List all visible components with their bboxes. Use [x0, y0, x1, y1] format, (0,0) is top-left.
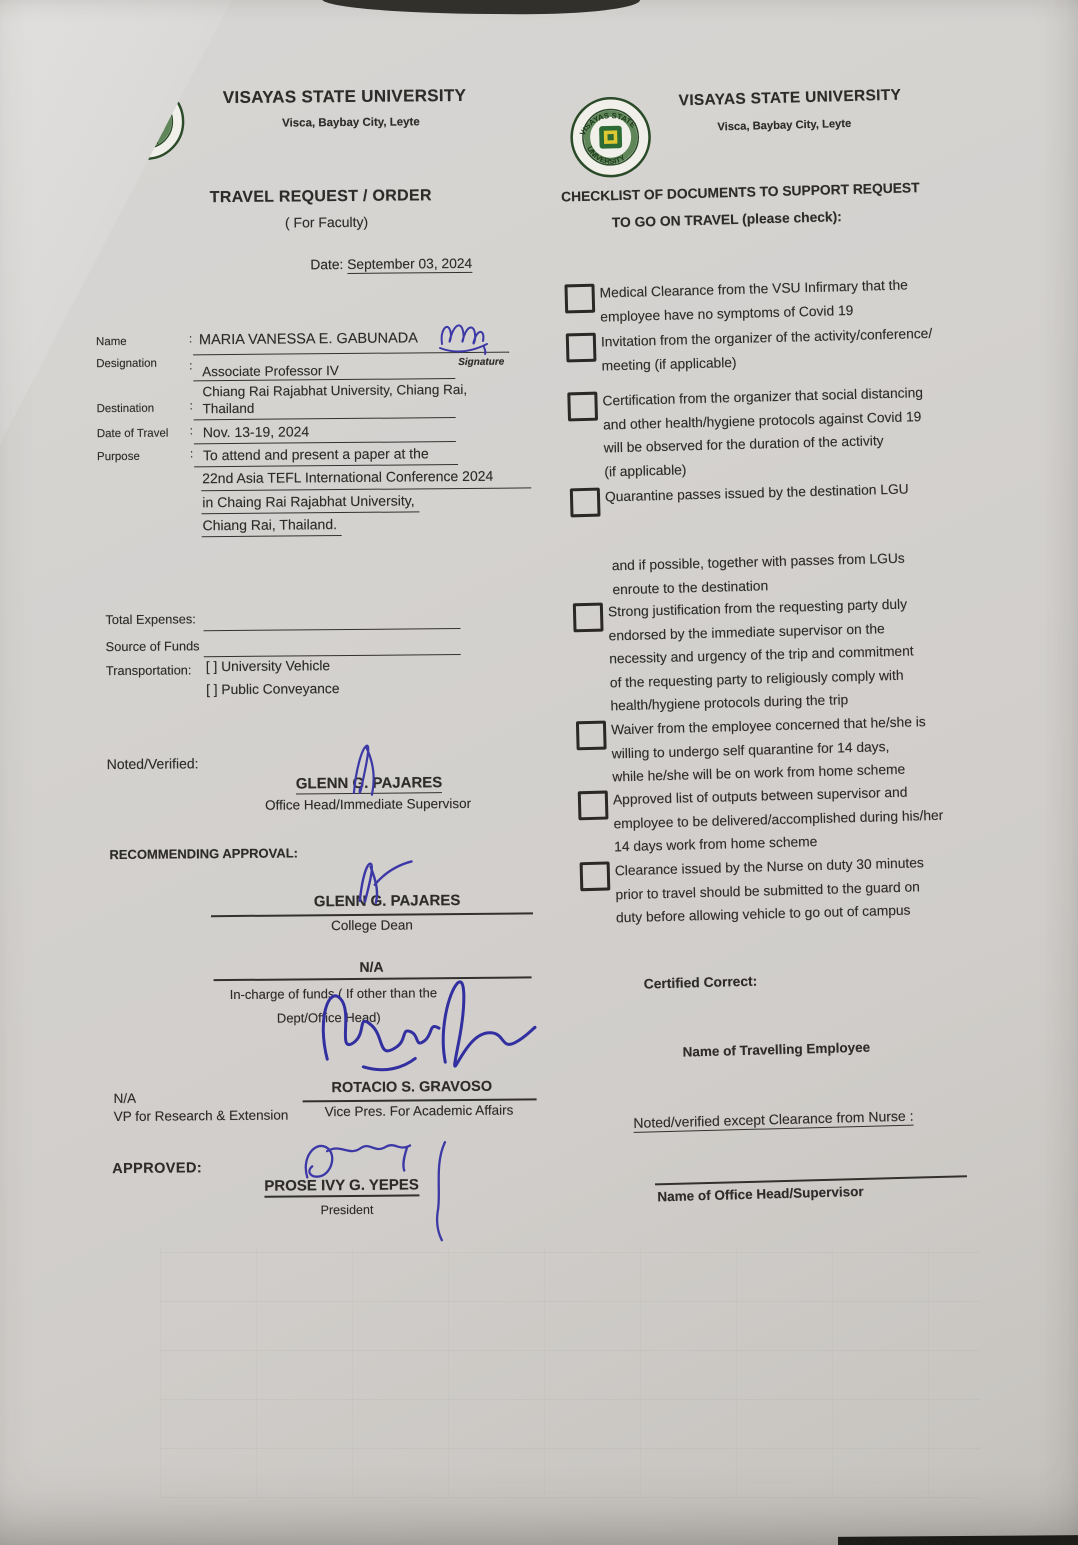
funds-incharge-na: N/A [359, 958, 384, 975]
noted-verified-label: Noted/Verified: [106, 755, 199, 773]
vp-academic-name: ROTACIO S. GRAVOSO [331, 1078, 493, 1097]
university-address: Visca, Baybay City, Leyte [717, 117, 852, 134]
transport-option-public-conveyance: [ ] Public Conveyance [205, 681, 340, 698]
checklist-line: meeting (if applicable) [601, 354, 737, 374]
checklist-line: Certification from the organizer that social distancing [602, 385, 924, 409]
destination-label: Destination [96, 402, 155, 416]
noted-name: GLENN G. PAJARES [295, 774, 443, 793]
approved-label: APPROVED: [112, 1160, 203, 1178]
transportation-label: Transportation: [105, 662, 192, 679]
destination-value-line1: Chiang Rai Rajabhat University, Chiang Rai, [202, 381, 468, 400]
signature-employee [435, 316, 497, 358]
underline [194, 441, 456, 444]
travel-date-label: Date of Travel [96, 427, 169, 441]
purpose-line1: To attend and present a paper at the [202, 445, 429, 464]
checklist-line: and other health/hygiene protocols against Covid 19 [602, 408, 922, 433]
travel-date-value: Nov. 13-19, 2024 [202, 423, 310, 441]
vp-research-na: N/A [113, 1090, 137, 1107]
signature-label: Signature [458, 356, 505, 369]
underline [194, 417, 456, 420]
checkbox [567, 392, 598, 422]
checkbox [578, 790, 609, 820]
checklist-line: necessity and urgency of the trip and commitment [609, 643, 914, 667]
transport-option-university-vehicle: [ ] University Vehicle [205, 658, 331, 675]
recommending-approval-label: RECOMMENDING APPROVAL: [109, 845, 299, 863]
checklist-line: Invitation from the organizer of the activity/conference/ [600, 325, 933, 350]
name-value: MARIA VANESSA E. GABUNADA [198, 330, 418, 349]
checkbox [566, 333, 597, 363]
purpose-line4: Chiang Rai, Thailand. [202, 516, 338, 534]
recommending-name: GLENN G. PAJARES [313, 892, 461, 911]
checklist-line: prior to travel should be submitted to the guard on [615, 878, 921, 902]
office-head-label: Name of Office Head/Supervisor [657, 1183, 864, 1205]
colon: : [189, 400, 193, 413]
checklist-line: employee to be delivered/accomplished during his/her [613, 807, 944, 831]
checklist-line: of the requesting party to religiously comply with [609, 667, 904, 691]
underline [204, 628, 461, 631]
underline [204, 654, 461, 657]
purpose-line2: 22nd Asia TEFL International Conference 2024 [202, 467, 494, 487]
form-subtitle: ( For Faculty) [284, 213, 369, 231]
total-expenses-label: Total Expenses: [105, 611, 196, 628]
date-value: September 03, 2024 [347, 255, 473, 272]
university-address: Visca, Baybay City, Leyte [282, 116, 420, 130]
checkbox [573, 603, 604, 633]
noted-except-nurse-label: Noted/verified except Clearance from Nurse : [633, 1107, 914, 1131]
checklist-line: health/hygiene protocols during the trip [610, 692, 849, 714]
bleed-through-grid [160, 1248, 980, 1498]
checklist-line: Medical Clearance from the VSU Infirmary that the [599, 277, 909, 301]
date-row [310, 256, 472, 272]
checkbox [576, 721, 607, 751]
certified-correct-label: Certified Correct: [643, 973, 758, 992]
checklist-line: Clearance issued by the Nurse on duty 30 minutes [614, 855, 924, 879]
signature-vp-academic [304, 969, 540, 1083]
funds-incharge-caption-line2: Dept/Office Head) [276, 1009, 381, 1026]
checklist-line: Waiver from the employee concerned that he/she is [610, 714, 926, 738]
checkbox [564, 284, 595, 314]
underline [211, 912, 533, 917]
funds-incharge-caption-line1: In-charge of funds ( If other than the [229, 985, 438, 1003]
seal-top-text: VISAYAS STATE [577, 111, 638, 137]
underline [655, 1175, 967, 1185]
president-name: PROSE IVY G. YEPES [264, 1176, 419, 1197]
designation-value: Associate Professor IV [202, 363, 339, 380]
name-label: Name [95, 335, 127, 349]
university-name: VISAYAS STATE UNIVERSITY [678, 86, 902, 110]
travelling-employee-label: Name of Travelling Employee [682, 1039, 871, 1060]
checklist-line: 14 days work from home scheme [614, 834, 818, 855]
checklist-line: Approved list of outputs between supervisor and [612, 784, 908, 808]
scanner-background-edge [838, 1535, 1078, 1545]
vp-academic-title: Vice Pres. For Academic Affairs [324, 1102, 514, 1120]
date-label: Date: [310, 257, 344, 273]
checklist-line: duty before allowing vehicle to go out of campus [615, 902, 911, 926]
underline [194, 464, 458, 467]
checklist-line: employee have no symptoms of Covid 19 [600, 302, 854, 325]
president-title: President [320, 1202, 374, 1218]
checklist-line: while he/she will be on work from home scheme [612, 761, 906, 785]
colon: : [188, 333, 193, 346]
colon: : [189, 360, 193, 373]
checklist-line: and if possible, together with passes from LGUs [611, 550, 905, 574]
university-name: VISAYAS STATE UNIVERSITY [222, 85, 467, 108]
signature-recommending [337, 854, 415, 907]
checklist-line: will be observed for the duration of the activity [603, 433, 884, 456]
form-title: TRAVEL REQUEST / ORDER [209, 187, 432, 207]
checkbox [570, 488, 601, 518]
checkbox [580, 861, 611, 891]
checklist-title-line1: CHECKLIST OF DOCUMENTS TO SUPPORT REQUEST [560, 180, 920, 205]
checklist-line: enroute to the destination [612, 577, 769, 597]
designation-label: Designation [96, 357, 157, 371]
underline [201, 511, 419, 514]
source-of-funds-label: Source of Funds [105, 638, 200, 655]
seal-bottom-text: UNIVERSITY [585, 144, 627, 166]
vsu-seal-logo-right [569, 95, 653, 179]
underline [202, 535, 342, 537]
recommending-title: College Dean [331, 917, 413, 934]
colon: : [189, 448, 194, 461]
signature-noted-verified [337, 739, 390, 801]
checklist-line: (if applicable) [604, 462, 687, 480]
vp-research-title: VP for Research & Extension [113, 1107, 289, 1125]
underline [201, 487, 531, 491]
purpose-label: Purpose [96, 450, 140, 464]
checklist-title-line2: TO GO ON TRAVEL (please check): [611, 209, 842, 231]
destination-value-line2: Thailand [202, 400, 255, 417]
checklist-line: endorsed by the immediate supervisor on the [608, 620, 885, 644]
signature-president-stroke [426, 1136, 453, 1244]
checklist-line: Quarantine passes issued by the destination LGU [604, 481, 909, 505]
colon: : [189, 425, 194, 438]
purpose-line3: in Chaing Rai Rajabhat University, [202, 492, 415, 511]
noted-title: Office Head/Immediate Supervisor [264, 795, 472, 813]
checklist-line: willing to undergo self quarantine for 14 days, [611, 738, 890, 761]
checklist-line: Strong justification from the requesting party duly [607, 596, 908, 620]
